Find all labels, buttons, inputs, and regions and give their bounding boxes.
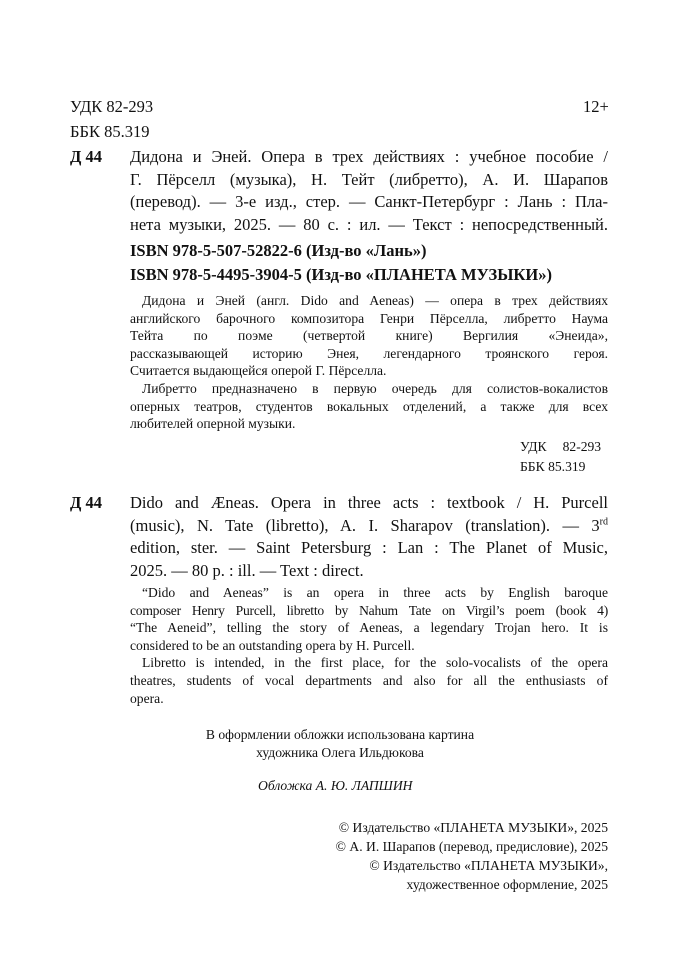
edition-ordinal: rd	[599, 516, 608, 528]
udk-footer-value: 82-293	[562, 439, 602, 454]
cover-designer: Обложка А. Ю. ЛАПШИН	[258, 778, 413, 793]
bbk-footer: ББК 85.319	[520, 459, 586, 474]
copyright-block	[240, 818, 608, 894]
udk-code: УДК 82-293	[70, 97, 154, 116]
copyright-line: © Издательство «ПЛАНЕТА МУЗЫКИ», 2025	[338, 820, 608, 835]
author-sign-en: Д 44	[70, 493, 102, 512]
author-sign-ru: Д 44	[70, 147, 102, 166]
copyright-line: художественное оформление, 2025	[406, 877, 608, 892]
ru-record-line: Дидона и Эней. Опера в трех действиях : учебное пособие /	[130, 147, 608, 166]
bbk-code: ББК 85.319	[70, 122, 150, 141]
en-purpose-line: opera.	[130, 690, 164, 706]
ru-abstract-line: Считается выдающейся оперой Г. Пёрселла.	[130, 363, 387, 379]
en-purpose-line: theatres, students of vocal departments and also for all the enthusiasts of	[130, 672, 608, 688]
en-bibliographic-record	[130, 492, 608, 582]
ru-abstract	[130, 292, 608, 433]
copyright-line: © Издательство «ПЛАНЕТА МУЗЫКИ»,	[369, 858, 608, 873]
ru-purpose-line: оперных театров, студентов вокальных отделений, а также для всех	[130, 398, 608, 414]
en-record-line-text: (music), N. Tate (libretto), A. I. Sharapov (translation). — 3	[130, 515, 600, 535]
en-abstract-line: “The Aeneid”, telling the story of Aeneas, a legendary Trojan hero. It is	[130, 620, 608, 636]
ru-abstract-line: английского барочного композитора Генри Пёрселла, либретто Наума	[130, 310, 608, 326]
age-rating: 12+	[583, 97, 609, 116]
isbn-lan: ISBN 978-5-507-52822-6 (Изд-во «Лань»)	[130, 241, 427, 260]
en-abstract	[130, 584, 608, 707]
ru-abstract-line: рассказывающей историю Энея, легендарного троянского героя.	[130, 345, 608, 361]
cover-art-credit	[130, 726, 550, 761]
en-abstract-line: “Dido and Aeneas” is an opera in three acts by English baroque	[142, 585, 608, 600]
isbn-planet: ISBN 978-5-4495-3904-5 (Изд-во «ПЛАНЕТА МУЗЫКИ»)	[130, 265, 552, 284]
en-purpose-line: Libretto is intended, in the first place, for the solo-vocalists of the opera	[142, 655, 608, 671]
ru-abstract-line: Тейта по поэме (четвертой книге) Вергилия «Энеида»,	[130, 328, 608, 344]
copyright-line: © А. И. Шарапов (перевод, предисловие), 2025	[335, 839, 608, 854]
ru-record-line: Г. Пёрселл (музыка), Н. Тейт (либретто), А. И. Шарапов	[130, 169, 608, 189]
en-record-line: edition, ster. — Saint Petersburg : Lan : The Planet of Music,	[130, 538, 608, 558]
cover-art-line: художника Олега Ильдюкова	[256, 744, 424, 760]
ru-abstract-line: Дидона и Эней (англ. Dido and Aeneas) — опера в трех действиях	[142, 293, 608, 308]
cover-art-line: В оформлении обложки использована картина	[205, 727, 475, 742]
en-abstract-line: considered to be an outstanding opera by H. Purcell.	[130, 637, 415, 653]
ru-purpose-line: любителей оперной музыки.	[130, 416, 296, 432]
udk-footer	[520, 438, 601, 456]
ru-purpose-line: Либретто предназначено в первую очередь для солистов-вокалистов	[142, 380, 608, 396]
en-record-line: Dido and Æneas. Opera in three acts : textbook / H. Purcell	[130, 493, 608, 512]
ru-record-line: нета музыки, 2025. — 80 с. : ил. — Текст : непосредственный.	[130, 214, 608, 234]
ru-bibliographic-record	[130, 146, 608, 236]
en-abstract-line: composer Henry Purcell, libretto by Nahum Tate on Virgil’s poem (book 4)	[130, 602, 608, 618]
en-record-line: 2025. — 80 p. : ill. — Text : direct.	[130, 560, 364, 580]
en-record-line	[130, 515, 608, 538]
ru-record-line: (перевод). — 3-е изд., стер. — Санкт-Петербург : Лань : Пла-	[130, 192, 608, 212]
udk-footer-label: УДК	[520, 439, 547, 454]
